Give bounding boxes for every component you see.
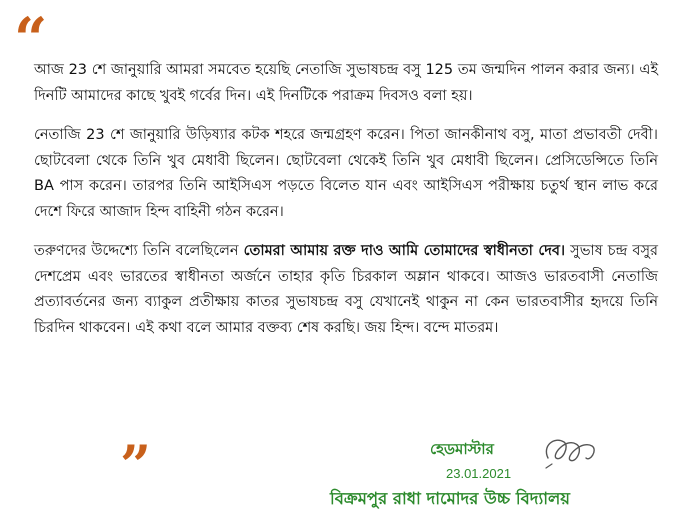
paragraph-3 [34, 239, 658, 341]
paragraph-2: নেতাজি 23 শে জানুয়ারি উড়িষ্যার কটক শহরে জন্মগ্রহণ করেন। পিতা জানকীনাথ বসু, মাতা প্রভাবতী দেবী। ছোটবেলা থেকে তিনি খুব মেধাবী ছিলেন। ছোটবেলা থেকেই তিনি খুব মেধাবী ছিলেন। প্রেসিডেন্সিতে তিনি BA পাস করেন। তারপর তিনি আইসিএস পড়তে বিলেত যান এবং আইসিএস পরীক্ষায় চতুর্থ স্থান লাভ করে দেশে ফিরে আজাদ হিন্দ বাহিনী গঠন করেন। [34, 127, 658, 220]
netaji-quote: তোমরা আমায় রক্ত দাও আমি তোমাদের স্বাধীনতা দেব। [243, 243, 566, 259]
speech-body [34, 58, 658, 355]
paragraph-3-start: তরুণদের উদ্দেশ্যে তিনি বলেছিলেন [34, 243, 244, 259]
close-quote-mark: ” [120, 433, 152, 497]
paragraph-3-end: সুভাষ চন্দ্র বসুর দেশপ্রেম এবং ভারতের স্বাধীনতা অর্জনে তাহার কৃতি চিরকাল অম্লান থাকবে। আজও ভারতবাসী নেতাজি প্রত্যাবর্তনের জন্য ব্যাকুল প্রতীক্ষায় কাতর সুভাষচন্দ্র বসু যেখানেই থাকুন না কেন ভারতবাসীর হৃদয়ে তিনি চিরদিন থাকবেন। এই কথা বলে আমার বক্তব্য শেষ করছি। জয় হিন্দ। বন্দে মাতরম। [34, 243, 659, 336]
headmaster-title: হেডমাস্টার [430, 440, 494, 458]
signature-date: 23.01.2021 [446, 466, 512, 481]
paragraph-1: আজ 23 শে জানুয়ারি আমরা সমবেত হয়েছি নেতাজি সুভাষচন্দ্র বসু 125 তম জন্মদিন পালন করার জন্য। এই দিনটি আমাদের কাছে খুবই গর্বের দিন। এই দিনটিকে পরাক্রম দিবসও বলা হয়। [34, 62, 658, 104]
school-name: বিক্রমপুর রাধা দামোদর উচ্চ বিদ্যালয় [330, 489, 571, 508]
handwritten-signature [540, 428, 604, 474]
open-quote-mark: “ [14, 5, 48, 73]
